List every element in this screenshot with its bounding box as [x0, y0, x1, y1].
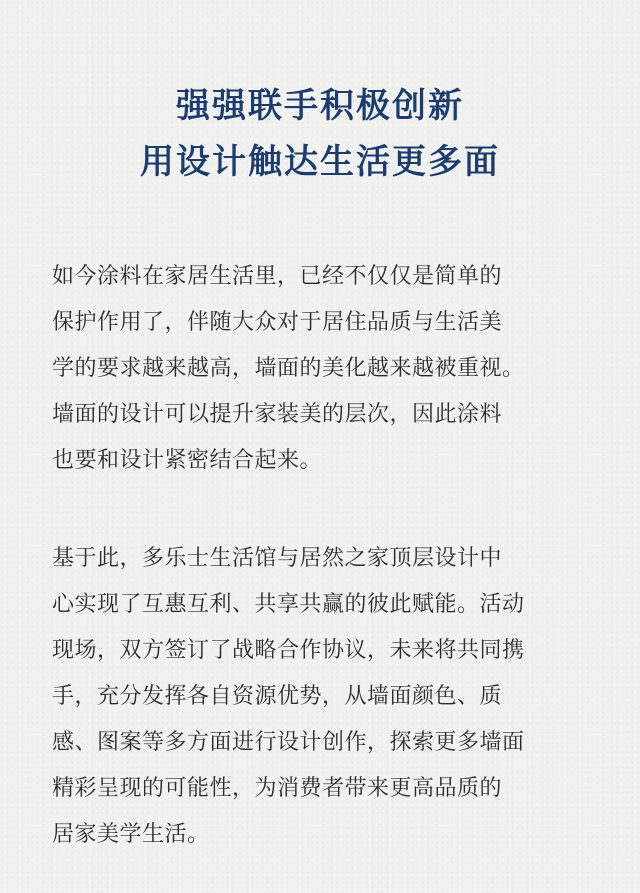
paragraph-line: 基于此，多乐士生活馆与居然之家顶层设计中 [52, 546, 503, 571]
paragraph-line: 保护作用了，伴随大众对于居住品质与生活美 [52, 310, 503, 335]
paragraph-intro [52, 254, 592, 484]
paragraph-cooperation [52, 536, 592, 858]
headline [0, 78, 640, 190]
paragraph-line: 精彩呈现的可能性，为消费者带来更高品质的 [52, 776, 503, 801]
paragraph-line: 居家美学生活。 [52, 822, 210, 847]
headline-line: 强强联手积极创新 [176, 86, 464, 126]
paragraph-line: 墙面的设计可以提升家装美的层次，因此涂料 [52, 402, 503, 427]
paragraph-line: 现场，双方签订了战略合作协议，未来将共同携 [52, 638, 525, 663]
paragraph-line: 如今涂料在家居生活里，已经不仅仅是简单的 [52, 264, 503, 289]
paragraph-line: 感、图案等多方面进行设计创作，探索更多墙面 [52, 730, 525, 755]
paragraph-line: 心实现了互惠互利、共享共赢的彼此赋能。活动 [52, 592, 525, 617]
headline-line: 用设计触达生活更多面 [140, 142, 500, 182]
paragraph-line: 也要和设计紧密结合起来。 [52, 448, 323, 473]
paragraph-line: 手，充分发挥各自资源优势，从墙面颜色、质 [52, 684, 503, 709]
paragraph-line: 学的要求越来越高，墙面的美化越来越被重视。 [52, 356, 525, 381]
